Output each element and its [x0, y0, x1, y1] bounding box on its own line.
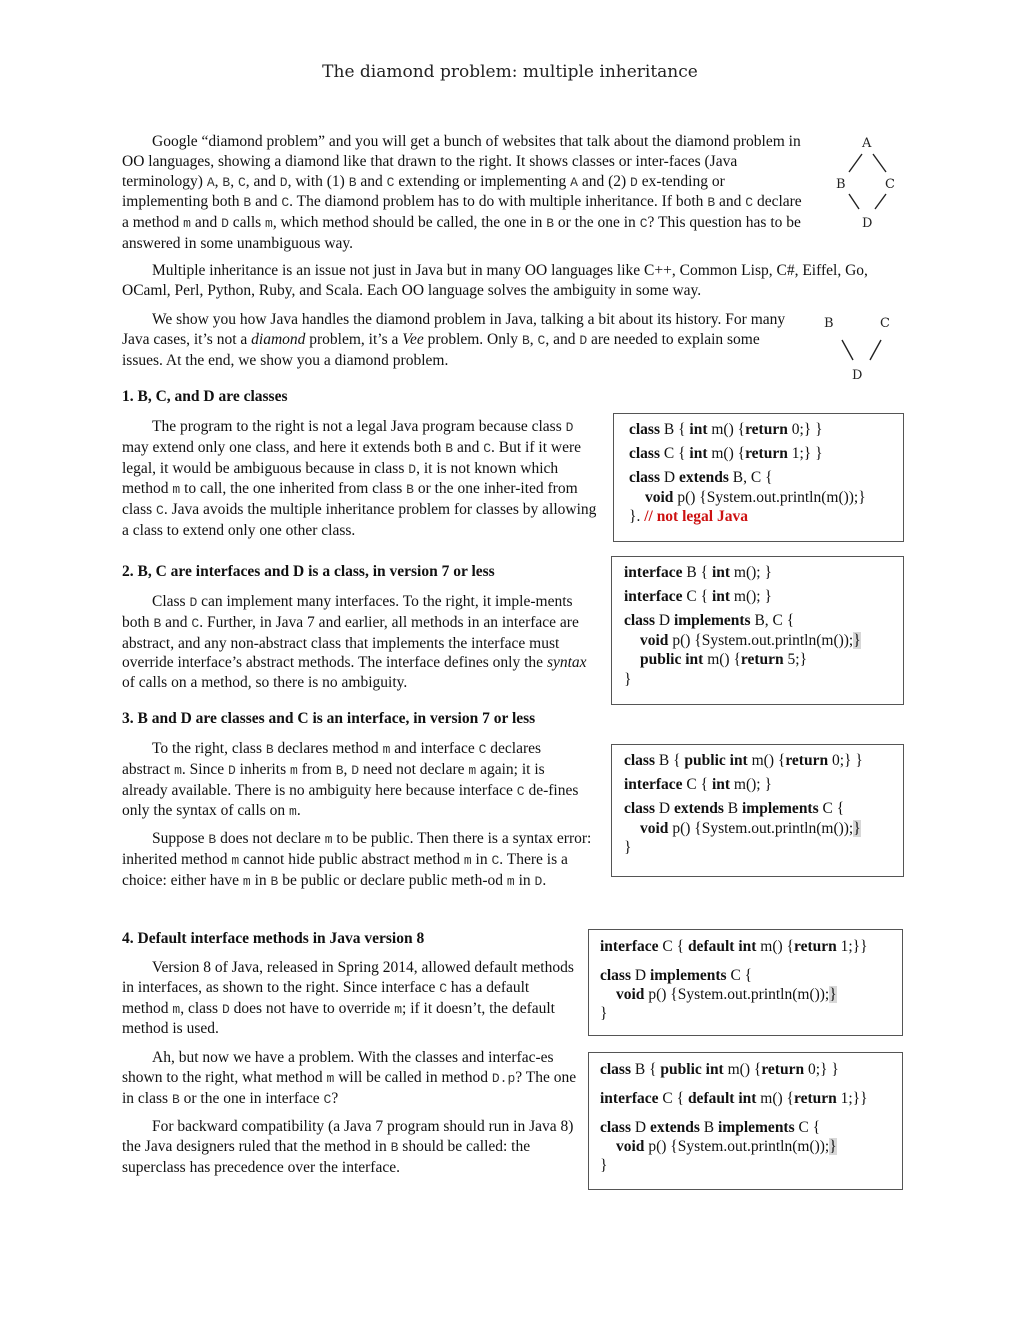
keyword: public int: [640, 651, 704, 668]
code-text: C {: [658, 938, 688, 955]
code-text: D: [655, 612, 674, 629]
text: de-fines only the syntax of calls on: [122, 781, 579, 820]
section-3-paragraph-2: [122, 829, 592, 891]
text: and (2): [577, 172, 631, 190]
text: . Java avoids the multiple inheritance problem for classes by allowing a class to extend only one other class.: [122, 501, 597, 539]
code-text: D: [631, 967, 650, 984]
text: , with (1): [287, 172, 349, 190]
code-text: m() {: [707, 421, 746, 438]
code-ref: C: [386, 174, 395, 190]
text: or the one in: [554, 214, 640, 232]
keyword: return: [745, 445, 788, 462]
emphasis: diamond: [251, 330, 306, 348]
keyword: interface: [624, 776, 683, 793]
text: calls: [228, 214, 266, 232]
code-ref: B: [208, 832, 217, 847]
code-box-1: [613, 413, 904, 542]
keyword: void: [640, 631, 669, 649]
keyword: void: [645, 488, 674, 506]
text: ? This question has to be answered in some unambiguous way.: [122, 214, 801, 252]
text: ex-tending or implementing both: [122, 172, 725, 211]
code-line: [600, 937, 902, 956]
code-text: D: [660, 469, 679, 486]
section-2-paragraph: [122, 592, 600, 693]
keyword: class: [600, 1119, 631, 1136]
code-ref: D: [279, 174, 288, 190]
keyword: void: [640, 819, 669, 837]
code-ref: m: [382, 742, 391, 757]
code-text: m() {: [756, 938, 794, 955]
code-ref: m: [265, 216, 273, 232]
code-ref: C: [281, 195, 290, 211]
code-ref: B: [406, 482, 414, 498]
code-ref: B: [243, 195, 252, 211]
text: ,: [343, 760, 352, 778]
keyword: extends: [649, 1119, 700, 1136]
code-text: p() {System.out.println(m());: [644, 1138, 830, 1155]
text: . There is a choice: either have: [122, 850, 568, 889]
text: does not declare: [216, 830, 325, 847]
code-text: 1;}}: [836, 938, 868, 955]
text: may extend only one class, and here it extends both: [122, 438, 446, 456]
text: Class: [152, 593, 190, 610]
text: again; it is already available. There is no ambiguity here because interface: [122, 760, 545, 799]
code-ref: B: [153, 615, 162, 631]
node-d: D: [862, 216, 873, 231]
intro-paragraph-3: [122, 310, 802, 370]
code-line: [629, 468, 903, 488]
code-ref: B: [390, 1139, 399, 1155]
section-4-paragraph-3: [122, 1117, 578, 1177]
code-ref: m: [242, 873, 251, 889]
error-comment: // not legal Java: [644, 508, 748, 525]
code-text: m() {: [707, 445, 746, 462]
code-text: 0;} }: [828, 752, 863, 769]
code-ref: C: [439, 980, 448, 996]
text: in: [250, 871, 271, 889]
code-line: [624, 799, 903, 819]
code-ref: m: [506, 873, 515, 889]
code-ref: m: [468, 762, 477, 778]
text: . The diamond problem has to do with multiple inheritance. If both: [289, 193, 708, 211]
code-ref: C: [323, 1091, 332, 1107]
text: To the right, class: [152, 740, 266, 757]
keyword: extends: [673, 800, 724, 817]
node-b: B: [836, 177, 846, 192]
keyword: interface: [600, 938, 659, 955]
code-text: 5;}: [783, 651, 808, 668]
keyword: class: [600, 1061, 631, 1078]
code-ref: C: [639, 216, 648, 232]
code-text: m() {: [756, 1090, 794, 1107]
code-ref: C: [156, 503, 164, 519]
text: , and: [245, 172, 280, 190]
keyword: return: [793, 938, 837, 955]
text: and: [251, 193, 282, 211]
text: ,: [230, 172, 238, 190]
text: , class: [180, 999, 222, 1017]
code-ref: C: [191, 615, 200, 631]
code-ref: A: [206, 174, 215, 190]
keyword: public int: [660, 1061, 724, 1078]
node-b: B: [824, 316, 834, 331]
code-line: [629, 444, 903, 464]
code-ref: D: [227, 762, 236, 778]
text: . But if it were legal, it would be ambiguous because in class: [122, 438, 581, 477]
code-ref: D: [630, 174, 638, 190]
text: to call, the one inherited from class: [180, 480, 407, 498]
code-line: [624, 775, 903, 795]
section-3-heading: 3. B and D are classes and C is an interface, in version 7 or less: [122, 710, 536, 727]
code-text: B, C {: [728, 469, 773, 486]
text: Ah, but now we have a problem. With the classes and interfac-es shown to the right, what method: [122, 1049, 554, 1086]
code-ref: B: [445, 440, 454, 456]
text: extending or implementing: [394, 172, 571, 190]
code-ref: m: [172, 1001, 181, 1017]
code-text: 0;} }: [787, 421, 823, 438]
code-ref: D: [565, 420, 574, 435]
keyword: interface: [624, 588, 683, 605]
text: be public or declare public meth-od: [278, 871, 507, 889]
text: ?: [331, 1089, 339, 1107]
code-line: [629, 488, 903, 508]
text: Suppose: [152, 830, 209, 847]
keyword: int: [711, 564, 731, 581]
text: and interface: [390, 740, 479, 757]
text: The program to the right is not a legal Java program because class: [152, 418, 566, 435]
keyword: class: [629, 469, 660, 486]
code-text: p() {System.out.println(m());: [644, 986, 830, 1003]
text: cannot hide public abstract method: [239, 850, 464, 868]
code-text: D: [655, 800, 674, 817]
keyword: extends: [678, 469, 729, 486]
code-ref: D: [221, 216, 229, 232]
code-ref: C: [745, 195, 754, 211]
intro-paragraph-1: [122, 132, 802, 254]
text: problem, it’s a: [305, 330, 403, 348]
code-ref: B: [546, 216, 555, 232]
text: need not declare: [359, 760, 469, 778]
code-text: C {: [726, 967, 753, 984]
code-ref: m: [174, 762, 182, 778]
code-ref: m: [172, 482, 181, 498]
code-line: [624, 563, 903, 583]
text: declare a method: [122, 193, 802, 232]
highlighted-brace: }: [853, 631, 861, 649]
code-ref: m: [289, 804, 297, 820]
code-ref: C: [237, 174, 246, 190]
diamond-diagram: [828, 134, 908, 234]
code-line: }: [600, 1157, 608, 1174]
code-ref: C: [491, 852, 500, 868]
text: to be public. Then there is a syntax error: inherited method: [122, 830, 592, 868]
code-text: B, C {: [750, 612, 795, 629]
code-ref: D: [408, 461, 417, 477]
section-4-paragraph-1: [122, 958, 578, 1039]
keyword: return: [785, 752, 829, 769]
text: will be called in method: [334, 1068, 492, 1086]
text: Multiple inheritance is an issue not just in Java but in many OO languages like C++, Common Lisp, C#, Eiffel, Go, OCaml, Perl, Python, Ruby, and Scala. Each OO language solves the ambiguity in some way.: [122, 262, 868, 299]
keyword: interface: [624, 564, 683, 581]
text: .: [296, 802, 301, 820]
keyword: int: [711, 588, 731, 605]
code-text: B {: [631, 1061, 661, 1078]
text: has a default method: [122, 978, 530, 1017]
code-line: }: [600, 1005, 608, 1022]
text: does not have to override: [229, 999, 395, 1017]
keyword: void: [616, 986, 645, 1003]
code-ref: C: [516, 783, 525, 799]
text: declares method: [273, 740, 383, 757]
code-text: C {: [658, 1090, 688, 1107]
code-line: }: [624, 670, 632, 688]
text: .: [542, 871, 547, 889]
code-ref: C: [478, 742, 487, 757]
node-d: D: [852, 368, 863, 383]
text: Google “diamond problem” and you will get a bunch of websites that talk about the diamond problem in OO languages, showing a diamond like that drawn to the right. It shows classes or inter-faces (Java terminology): [122, 133, 801, 190]
code-ref: C: [537, 332, 546, 348]
keyword: class: [629, 445, 660, 462]
code-text: 0;} }: [804, 1061, 839, 1078]
code-line: [600, 1060, 902, 1079]
code-text: D: [631, 1119, 650, 1136]
code-text: C {: [682, 776, 712, 793]
code-ref: A: [570, 174, 578, 190]
code-ref: m: [231, 852, 240, 868]
code-text: B {: [682, 564, 712, 581]
code-box-2: [611, 556, 904, 705]
code-line: [624, 650, 903, 670]
code-ref: m: [463, 852, 472, 868]
node-c: C: [885, 177, 895, 192]
code-ref: D: [534, 873, 543, 889]
keyword: class: [624, 752, 655, 769]
code-ref: B: [171, 1091, 180, 1107]
intro-paragraph-2: [122, 261, 912, 301]
text: or the one inher-ited from class: [122, 480, 578, 519]
text: inherits: [235, 760, 291, 778]
text: can implement many interfaces. To the right, it imple-ments both: [122, 593, 573, 631]
code-text: p() {System.out.println(m());: [668, 819, 854, 837]
code-ref: m: [183, 216, 191, 232]
vee-diagram: [818, 314, 898, 386]
code-line: [624, 611, 903, 631]
code-text: m() {: [747, 752, 786, 769]
code-line: [600, 1118, 902, 1137]
text: , it is not known which method: [122, 459, 559, 498]
keyword: int: [689, 421, 708, 438]
node-c: C: [880, 316, 890, 331]
text: and: [715, 193, 746, 211]
text: or the one in interface: [179, 1089, 324, 1107]
highlighted-brace: }: [829, 986, 837, 1003]
emphasis: syntax: [546, 654, 587, 672]
code-text: 1;} }: [787, 445, 823, 462]
code-text: C {: [818, 800, 845, 817]
code-box-3: [611, 744, 904, 877]
highlighted-brace: }: [829, 1138, 837, 1155]
code-ref: B: [270, 873, 279, 889]
code-ref: D: [221, 1001, 230, 1017]
node-a: A: [862, 136, 872, 151]
code-text: p() {System.out.println(m());}: [673, 488, 866, 506]
text: . Further, in Java 7 and earlier, all methods in an interface are abstract, and any non-abstract class that implements the interface must override interface’s abstract methods. The interface defines only the: [122, 613, 579, 672]
code-ref: m: [290, 762, 298, 778]
text: problem. Only: [423, 330, 522, 348]
text: in: [471, 850, 492, 868]
code-line: }: [624, 839, 632, 856]
text: We show you how Java handles the diamond problem in Java, talking a bit about its history. For many Java cases, it’s not a: [122, 311, 786, 348]
text: and: [356, 172, 387, 190]
code-ref: B: [222, 174, 231, 190]
code-ref: B: [707, 195, 716, 211]
code-ref: D: [351, 762, 360, 778]
code-line: [600, 1089, 902, 1108]
code-line: [600, 966, 902, 985]
keyword: implements: [649, 967, 727, 984]
keyword: int: [689, 445, 708, 462]
keyword: implements: [718, 1119, 795, 1136]
highlighted-brace: }: [853, 819, 861, 837]
code-text: m() {: [723, 1061, 762, 1078]
code-ref: m: [394, 1001, 403, 1017]
text: ? The one in class: [122, 1068, 577, 1107]
code-ref: B: [335, 762, 344, 778]
keyword: interface: [600, 1090, 659, 1107]
code-ref: m: [324, 832, 333, 847]
text: . Since: [181, 760, 228, 778]
code-text: C {: [660, 445, 690, 462]
code-text: m(); }: [730, 564, 772, 581]
keyword: class: [624, 612, 655, 629]
code-text: B: [699, 1119, 718, 1136]
text: Version 8 of Java, released in Spring 2014, allowed default methods in interfaces, as shown to the right. Since interface: [122, 959, 574, 996]
code-ref: D.p: [491, 1070, 516, 1086]
code-ref: B: [348, 174, 357, 190]
code-line: [600, 1137, 902, 1156]
keyword: implements: [673, 612, 751, 629]
keyword: class: [600, 967, 631, 984]
text: declares abstract: [122, 740, 542, 778]
keyword: class: [624, 800, 655, 817]
text: , and: [545, 330, 580, 348]
code-text: B {: [655, 752, 685, 769]
code-ref: B: [265, 742, 274, 757]
text: and: [161, 613, 192, 631]
text: ; if it doesn’t, the default method is used.: [122, 999, 555, 1038]
code-ref: D: [579, 332, 588, 348]
code-text: m(); }: [730, 776, 772, 793]
code-line: [600, 985, 902, 1004]
code-line: [629, 420, 903, 440]
section-4-heading: 4. Default interface methods in Java version 8: [122, 930, 425, 947]
keyword: void: [616, 1138, 645, 1155]
code-ref: B: [521, 332, 530, 348]
section-1-heading: 1. B, C, and D are classes: [122, 388, 288, 405]
text: should be called: the superclass has precedence over the interface.: [122, 1137, 531, 1176]
code-ref: C: [483, 440, 492, 456]
code-text: B {: [660, 421, 690, 438]
code-line: [624, 587, 903, 607]
section-1-paragraph: [122, 417, 600, 541]
keyword: int: [711, 776, 731, 793]
code-text: m() {: [703, 651, 741, 668]
section-4-paragraph-2: [122, 1048, 578, 1109]
code-line: [624, 751, 903, 771]
code-text: C {: [794, 1119, 821, 1136]
code-text: C {: [682, 588, 712, 605]
code-box-5: [588, 1052, 903, 1190]
emphasis: Vee: [402, 330, 424, 348]
keyword: return: [761, 1061, 805, 1078]
keyword: default int: [687, 1090, 757, 1107]
keyword: public int: [684, 752, 748, 769]
keyword: class: [629, 421, 660, 438]
keyword: return: [793, 1090, 837, 1107]
text: in: [514, 871, 535, 889]
keyword: implements: [742, 800, 819, 817]
code-ref: D: [189, 595, 198, 610]
section-2-heading: 2. B, C are interfaces and D is a class, in version 7 or less: [122, 563, 495, 580]
code-text: m(); }: [730, 588, 772, 605]
text: are needed to explain some issues. At the end, we show you a diamond problem.: [122, 330, 760, 369]
code-box-4: [588, 929, 903, 1036]
code-line: [624, 631, 903, 651]
text: and: [453, 438, 484, 456]
code-line: [629, 507, 903, 527]
text: , which method should be called, the one in: [272, 214, 547, 232]
code-line: [624, 819, 903, 839]
keyword: return: [740, 651, 784, 668]
text: of calls on a method, so there is no ambiguity.: [122, 674, 408, 692]
page-title: The diamond problem: multiple inheritance: [322, 62, 698, 82]
keyword: default int: [687, 938, 757, 955]
text: For backward compatibility (a Java 7 program should run in Java 8) the Java designers ruled that the method in: [122, 1118, 574, 1155]
keyword: return: [745, 421, 788, 438]
text: ,: [529, 330, 538, 348]
text: ,: [214, 172, 223, 190]
code-text: p() {System.out.println(m());: [668, 631, 854, 649]
code-text: }.: [629, 508, 645, 525]
section-3-paragraph-1: [122, 739, 592, 822]
code-ref: m: [326, 1070, 335, 1086]
code-text: 1;}}: [836, 1090, 868, 1107]
code-text: B: [723, 800, 742, 817]
text: from: [297, 760, 336, 778]
text: and: [190, 214, 222, 232]
